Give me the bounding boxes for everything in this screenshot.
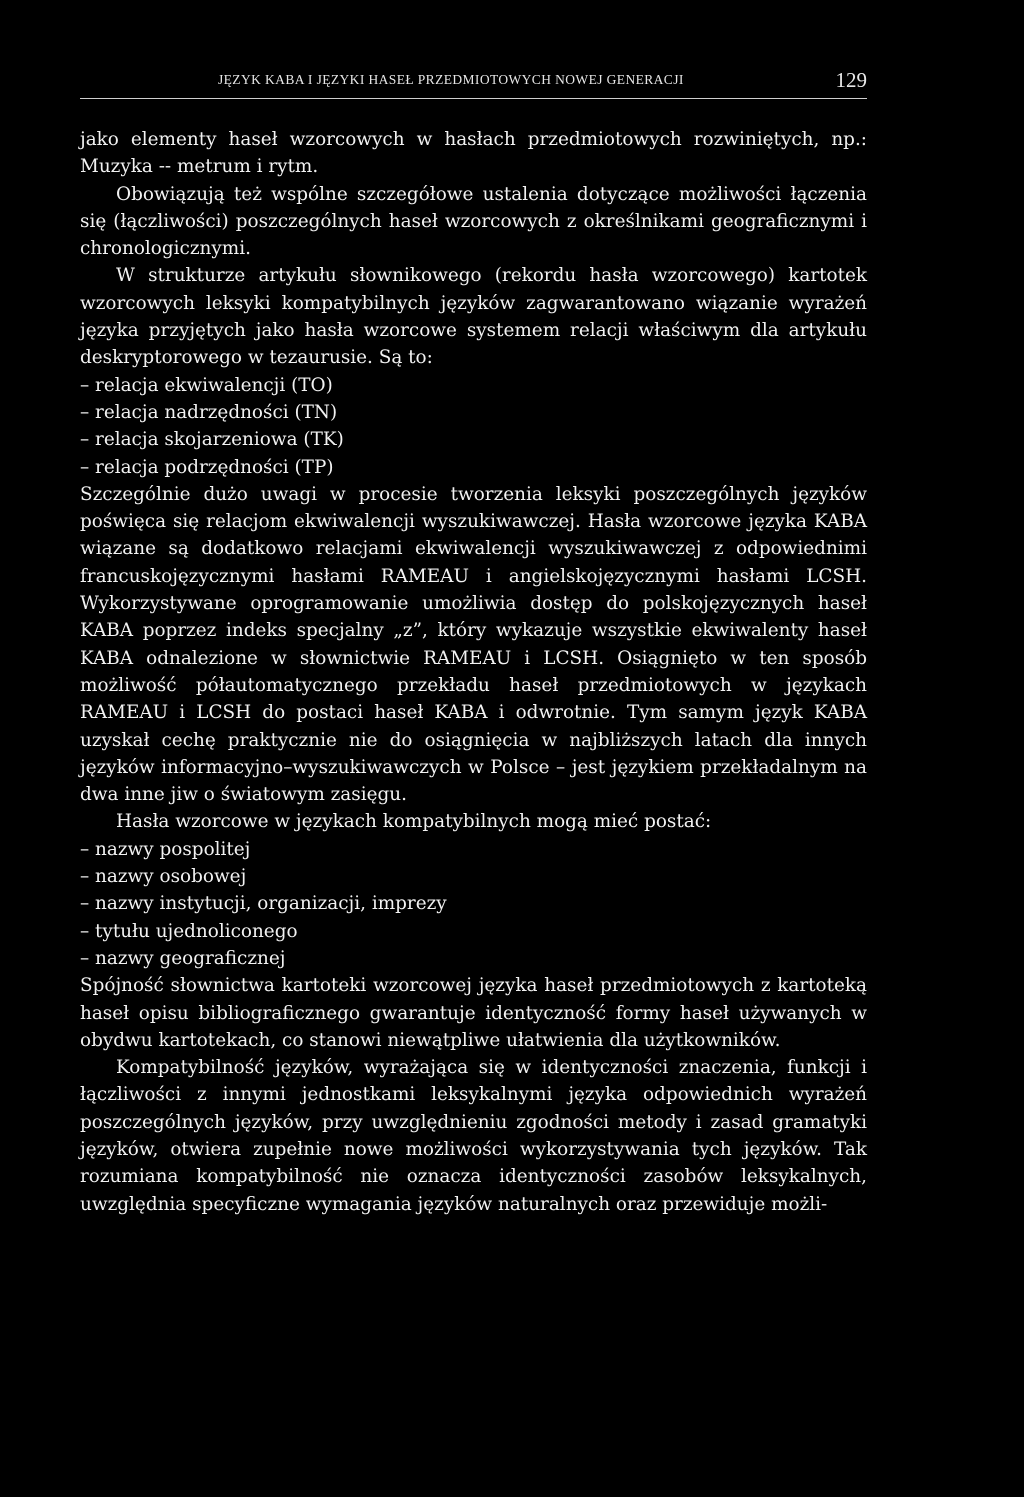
paragraph: Hasła wzorcowe w językach kompatybilnych mogą mieć postać:	[116, 811, 712, 833]
list-item: – nazwy pospolitej	[80, 838, 251, 860]
paragraph: W strukturze artykułu słownikowego (rekordu hasła wzorcowego) kartotek wzorcowych leksyki kompatybilnych języków zagwarantowano wiązanie wyrażeń języka przyjętych jako hasła wzorcowe systemem relacji właściwym dla artykułu deskryptorowego w tezaurusie. Są to:	[80, 265, 867, 369]
paragraph: jako elementy haseł wzorcowych w hasłach przedmiotowych rozwiniętych, np.: Muzyka -- metrum i rytm.	[80, 129, 867, 178]
paragraph: Szczególnie dużo uwagi w procesie tworzenia leksyki poszczególnych języków poświęca się relacjom ekwiwalencji wyszukiwawczej. Hasła wzorcowe języka KABA wiązane są dodatkowo relacjami ekwiwalencji wyszukiwawczej z odpowiednimi francuskojęzycznymi hasłami RAMEAU i angielskojęzycznymi hasłami LCSH. Wykorzystywane oprogramowanie umożliwia dostęp do polskojęzycznych haseł KABA poprzez indeks specjalny „z”, który wykazuje wszystkie ekwiwalenty haseł KABA odnalezione w słownictwie RAMEAU i LCSH. Osiągnięto w ten sposób możliwość półautomatycznego przekładu haseł przedmiotowych w językach RAMEAU i LCSH do postaci haseł KABA i odwrotnie. Tym samym język KABA uzyskał cechę praktycznie nie do osiągnięcia w najbliższych latach dla innych języków informacyjno–wyszukiwawczych w Polsce – jest językiem przekładalnym na dwa inne jiw o światowym zasięgu.	[80, 483, 867, 806]
list-item: – relacja nadrzędności (TN)	[80, 401, 338, 423]
paragraph: Kompatybilność języków, wyrażająca się w identyczności znaczenia, funkcji i łączliwości z innymi jednostkami leksykalnymi języka odpowiednich wyrażeń poszczególnych języków, przy uwzględnieniu zgodności metody i zasad gramatyki języków, otwiera zupełnie nowe możliwości wykorzystywania tych języków. Tak rozumiana kompatybilność nie oznacza identyczności zasobów leksykalnych, uwzględnia specyficzne wymagania języków naturalnych oraz przewiduje możli-	[80, 1057, 867, 1215]
list-item: – relacja podrzędności (TP)	[80, 456, 334, 478]
paragraph: Obowiązują też wspólne szczegółowe ustalenia dotyczące możliwości łączenia się (łączliwości) poszczególnych haseł wzorcowych z określnikami geograficznymi i chronologicznymi.	[80, 183, 867, 260]
page-header	[80, 68, 867, 100]
page-number: 129	[835, 68, 867, 92]
body-text	[80, 126, 867, 1218]
list-item: – tytułu ujednoliconego	[80, 920, 298, 942]
list-item: – relacja skojarzeniowa (TK)	[80, 429, 344, 451]
list-item: – nazwy geograficznej	[80, 947, 286, 969]
list-item: – relacja ekwiwalencji (TO)	[80, 374, 333, 396]
header-rule	[80, 98, 867, 99]
list-item: – nazwy osobowej	[80, 866, 247, 888]
running-title: JĘZYK KABA I JĘZYKI HASEŁ PRZEDMIOTOWYCH NOWEJ GENERACJI	[218, 72, 684, 87]
list-item: – nazwy instytucji, organizacji, imprezy	[80, 893, 447, 915]
paragraph: Spójność słownictwa kartoteki wzorcowej języka haseł przedmiotowych z kartoteką haseł opisu bibliograficznego gwarantuje identyczność formy haseł używanych w obydwu kartotekach, co stanowi niewątpliwe ułatwienia dla użytkowników.	[80, 975, 867, 1051]
